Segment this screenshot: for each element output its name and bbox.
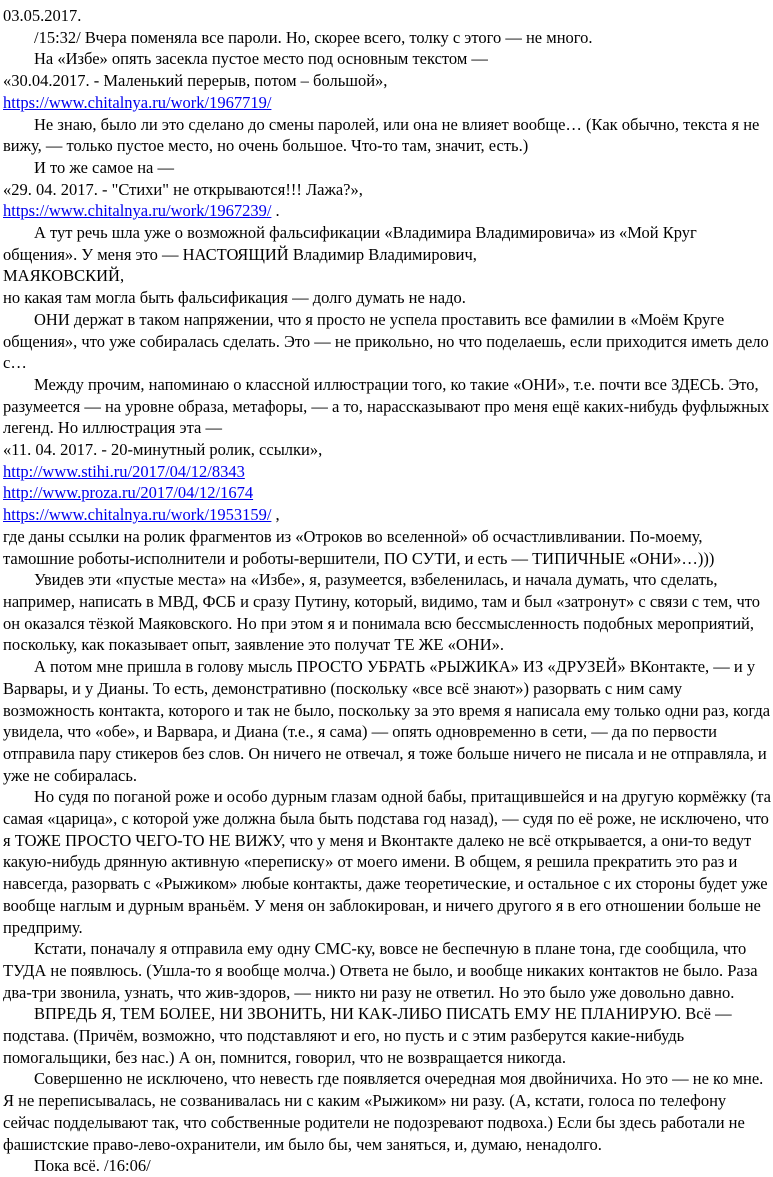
text-paragraph: 03.05.2017. [3, 6, 82, 25]
text-paragraph: Между прочим, напоминаю о классной иллюстрации того, ко такие «ОНИ», т.е. почти все ЗДЕСЬ. Это, разумеется — на уровне образа, метафоры, — а то, нарассказывают про меня ещё каких-нибудь фуфлыжных легенд. Но иллюстрация эта — [3, 374, 770, 438]
link-trailing-punctuation: , [271, 505, 280, 525]
link-paragraph [3, 504, 771, 526]
text-paragraph: Не знаю, было ли это сделано до смены паролей, или она не влияет вообще… (Как обычно, текста я не вижу, — только пустое место, но очень большое. Что-то там, значит, есть.) [3, 114, 760, 156]
text-paragraph: А потом мне пришла в голову мысль ПРОСТО УБРАТЬ «РЫЖИКА» ИЗ «ДРУЗЕЙ» ВКонтакте, — и у Варвары, и у Дианы. То есть, демонстративно (поскольку «все всё знают») разорвать с ним саму возможность контакта, которого и так не было, поскольку за это время я написала ему только одни раз, когда увидела, что «обе», и Варвара, и Диана (т.е., я сама) — опять одновременно в сети, — да по первости отправила пару стикеров без слов. Он ничего не отвечал, я тоже больше ничего не писала и не отправляла, и уже не собиралась. [3, 657, 771, 785]
link-paragraph [3, 482, 771, 504]
text-paragraph: Пока всё. /16:06/ [34, 1156, 151, 1176]
text-paragraph: МАЯКОВСКИЙ, [3, 266, 125, 286]
hyperlink[interactable]: http://www.stihi.ru/2017/04/12/8343 [3, 461, 245, 481]
text-paragraph: но какая там могла быть фальсификация — долго думать не надо. [3, 288, 466, 308]
text-paragraph: На «Избе» опять засекла пустое место под основным текстом — [34, 49, 488, 69]
text-paragraph: Совершенно не исключено, что невесть где появляется очередная моя двойничиха. Но это — не ко мне. Я не переписывалась, не созванивалась ни с каким «Рыжиком» ни разу. (А, кстати, голоса по телефону сейчас подделывают так, что собственные родители не подозревают подвоха.) Если бы здесь работали не фашистские право-лево-охранители, им было бы, чем заняться, и, думаю, ненадолго. [3, 1069, 764, 1154]
text-paragraph: «29. 04. 2017. - "Стихи" не открываются!!! Лажа?», [3, 179, 363, 199]
text-paragraph: ВПРЕДЬ Я, ТЕМ БОЛЕЕ, НИ ЗВОНИТЬ, НИ КАК-ЛИБО ПИСАТЬ ЕМУ НЕ ПЛАНИРУЮ. Всё — подстава. (Причём, возможно, что подставляют и его, но пусть и с этим разберутся какие-нибудь помогальщики, без нас.) А он, помнится, говорил, что не возвращается никогда. [3, 1004, 732, 1067]
hyperlink[interactable]: https://www.chitalnya.ru/work/1967719/ [3, 92, 272, 112]
document-body [3, 5, 771, 1177]
hyperlink[interactable]: https://www.chitalnya.ru/work/1953159/ [3, 505, 272, 525]
hyperlink[interactable]: https://www.chitalnya.ru/work/1967239/ [3, 201, 272, 221]
text-paragraph: «30.04.2017. - Маленький перерыв, потом – большой», [3, 71, 388, 91]
text-paragraph: Но судя по поганой роже и особо дурным глазам одной бабы, притащившейся и на другую кормёжку (та самая «царица», с которой уже должна была быть подстава год назад), — судя по её роже, не исключено, что я ТОЖЕ ПРОСТО ЧЕГО-ТО НЕ ВИЖУ, что у меня и Вконтакте далеко не всё открывается, а они-то ведут какую-нибудь дрянную активную «переписку» от моего имени. В общем, я решила прекратить это раз и навсегда, разорвать с «Рыжиком» любые контакты, даже теоретические, и остальное с их стороны будет уже вообще наглым и дурным враньём. У меня он заблокирован, и ничего другого я в его отношении больше не предприму. [3, 787, 771, 937]
text-paragraph: «11. 04. 2017. - 20-минутный ролик, ссылки», [3, 440, 323, 460]
text-paragraph: где даны ссылки на ролик фрагментов из «Отроков во вселенной» об осчастливливании. По-моему, тамошние роботы-исполнители и роботы-вершители, ПО СУТИ, и есть — ТИПИЧНЫЕ «ОНИ»…))) [3, 526, 715, 568]
link-trailing-punctuation: . [271, 201, 280, 221]
text-paragraph: И то же самое на — [34, 157, 175, 177]
hyperlink[interactable]: http://www.proza.ru/2017/04/12/1674 [3, 483, 254, 503]
text-paragraph: Увидев эти «пустые места» на «Избе», я, разумеется, взбеленилась, и начала думать, что сделать, например, написать в МВД, ФСБ и сразу Путину, который, видимо, там и был «затронут» с связи с тем, что он оказался тёзкой Маяковского. Но при этом я и понимала всю бессмысленность подобных мероприятий, поскольку, как показывает опыт, заявление это получат ТЕ ЖЕ «ОНИ». [3, 570, 761, 655]
text-paragraph: А тут речь шла уже о возможной фальсификации «Владимира Владимировича» из «Мой Круг общения». У меня это — НАСТОЯЩИЙ Владимир Владимирович, [3, 223, 697, 264]
text-paragraph: Кстати, поначалу я отправила ему одну СМС-ку, вовсе не беспечную в плане тона, где сообщила, что ТУДА не появлюсь. (Ушла-то я вообще молча.) Ответа не было, и вообще никаких контактов не было. Раза два-три звонила, узнать, что жив-здоров, — никто ни разу не ответил. Но это было уже довольно давно. [3, 939, 758, 1002]
link-paragraph [3, 200, 771, 222]
link-paragraph [3, 461, 771, 483]
text-paragraph: ОНИ держат в таком напряжении, что я просто не успела проставить все фамилии в «Моём Круге общения», что уже собиралась сделать. Это — не прикольно, но что поделаешь, если приходится иметь дело с… [3, 309, 769, 373]
text-paragraph: /15:32/ Вчера поменяла все пароли. Но, скорее всего, толку с этого — не много. [34, 27, 593, 47]
link-paragraph [3, 92, 771, 114]
